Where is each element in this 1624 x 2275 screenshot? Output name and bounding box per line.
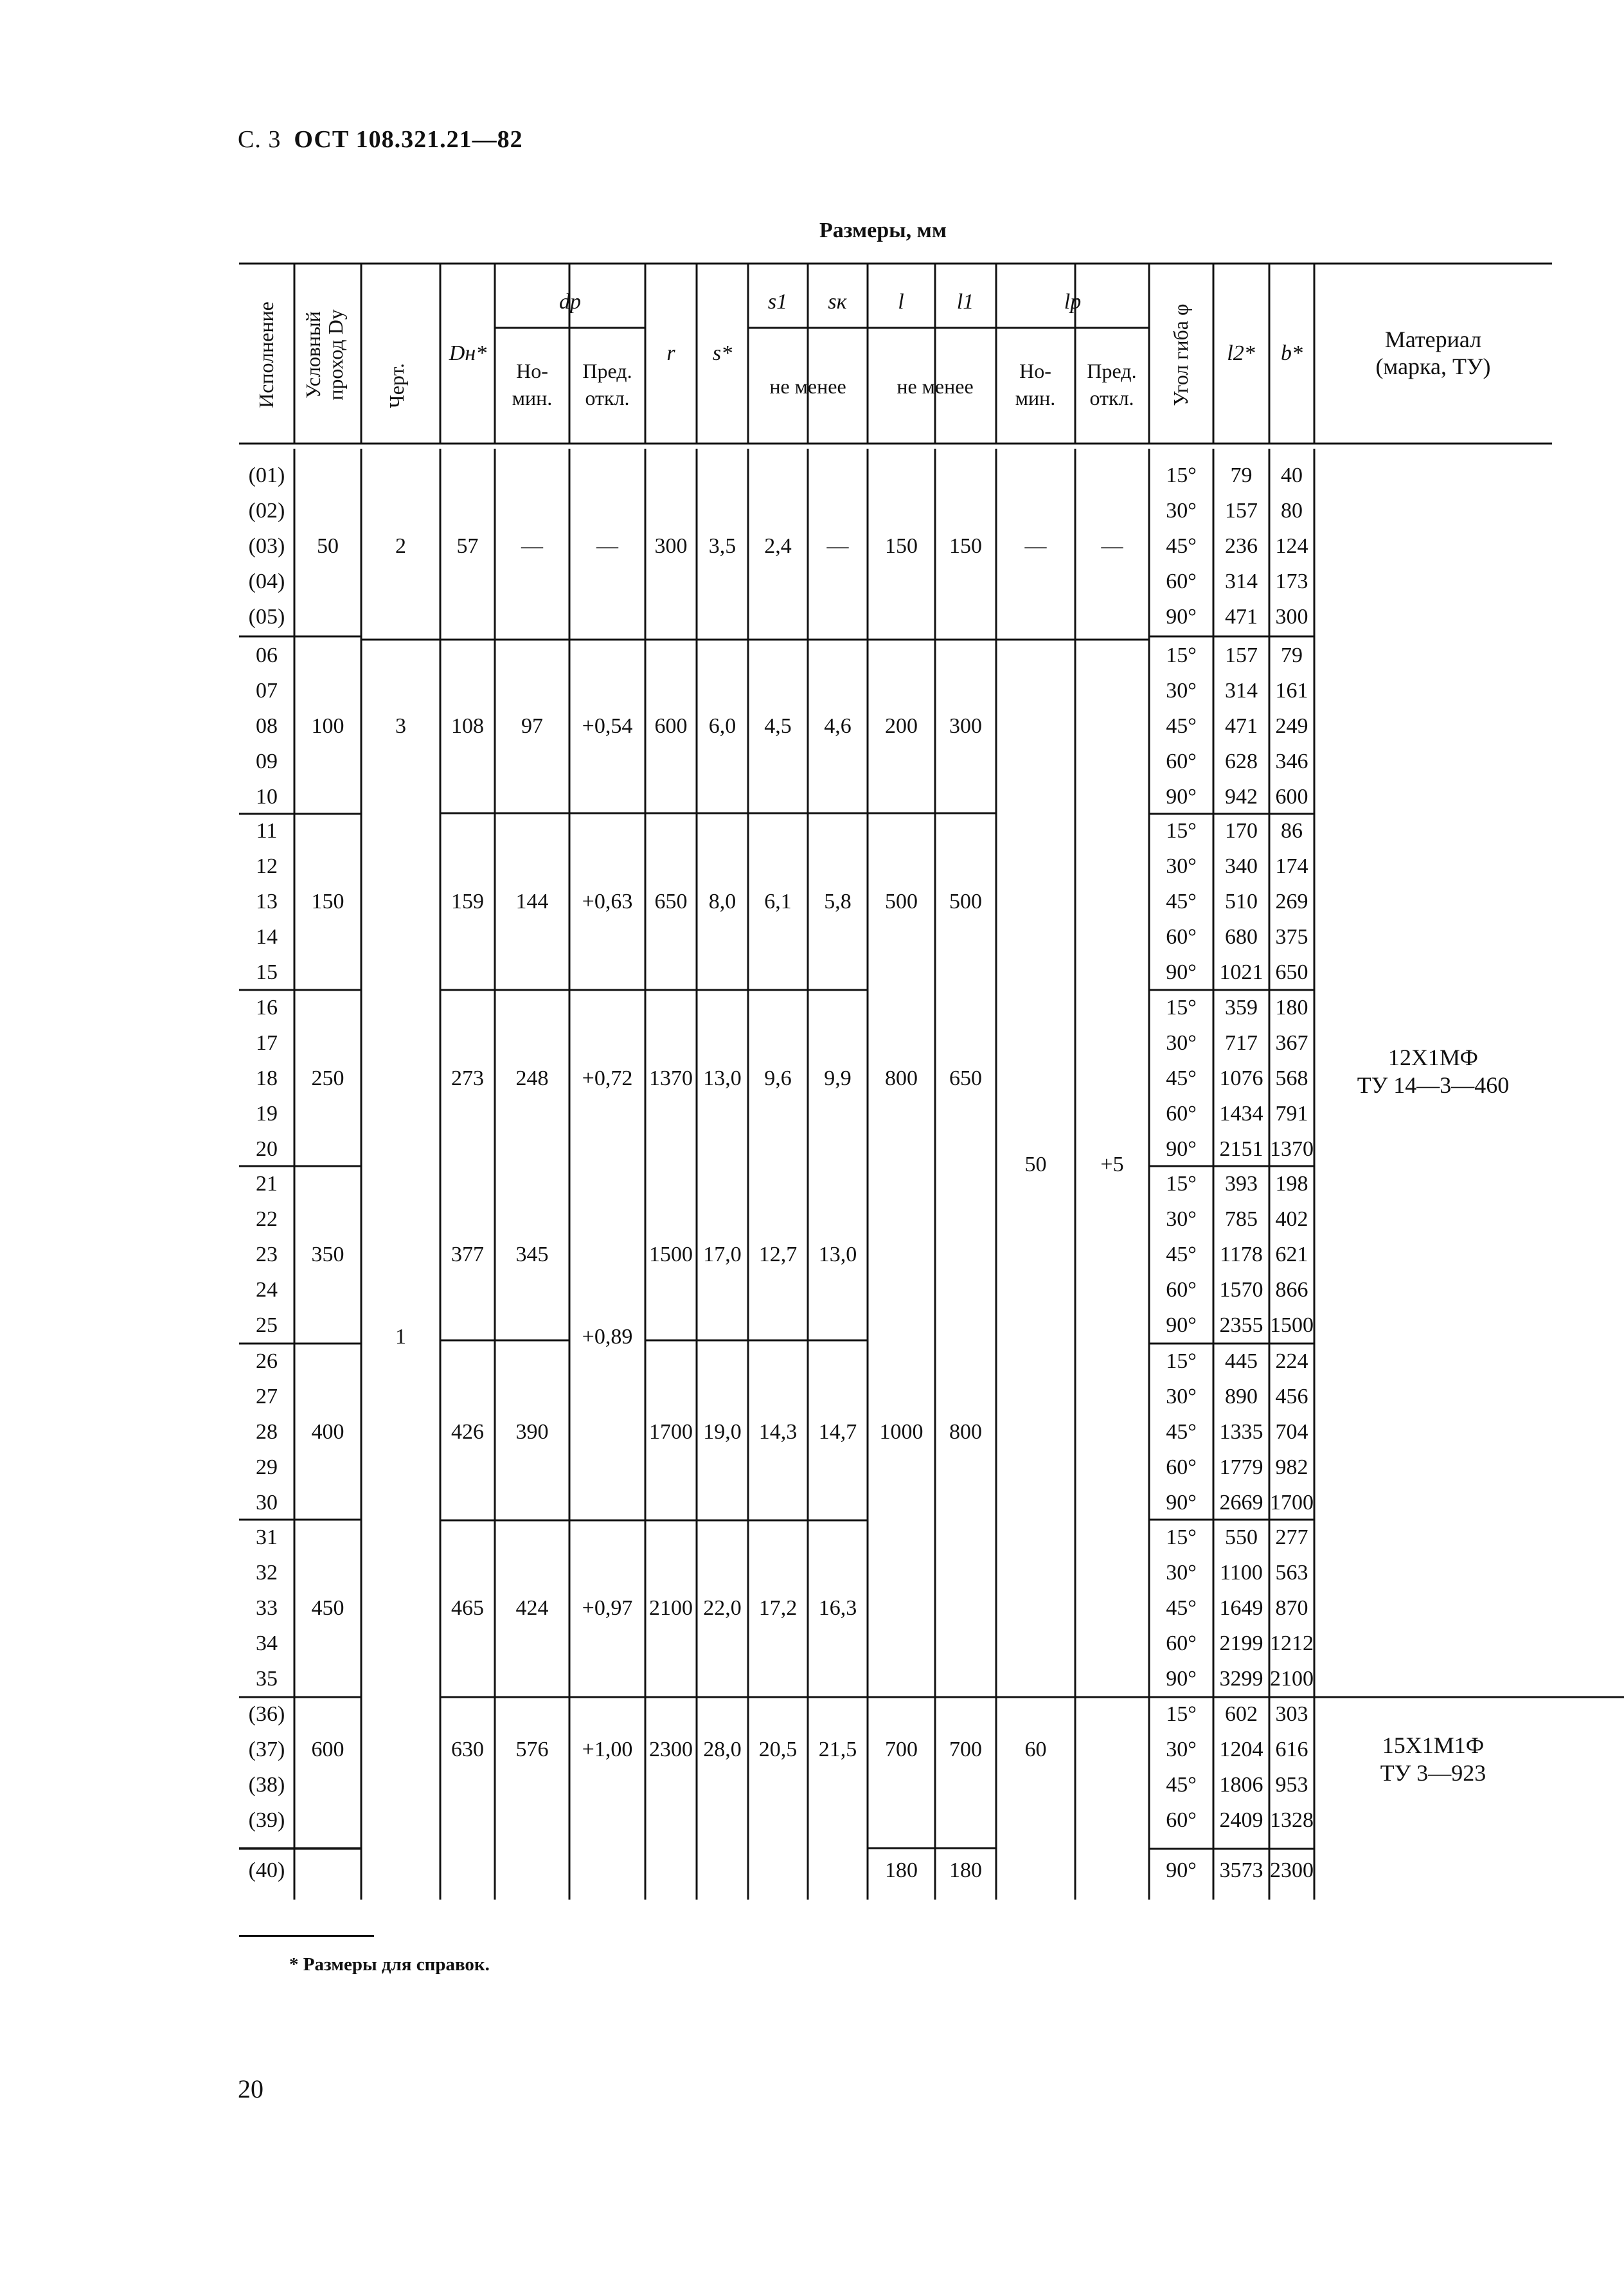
cell-l: 180 [885,1858,918,1882]
cell-r: 2100 [649,1596,693,1620]
cell-sk: 21,5 [818,1738,857,1761]
cell-l2: 1806 [1219,1773,1263,1797]
cell-b: 704 [1275,1420,1308,1444]
cell-lp-pred: — [1101,534,1123,558]
cell-l1: 700 [949,1738,982,1761]
cell-b: 161 [1275,679,1308,703]
cell-ugol: 60° [1166,1808,1197,1832]
cell-s1: 2,4 [764,534,792,558]
cell-b: 40 [1281,463,1303,487]
cell-l: 200 [885,714,918,738]
cell-b: 568 [1275,1066,1308,1090]
cell-pred: +1,00 [582,1738,633,1761]
cell-ispolnenie: 10 [256,785,278,809]
cell-ispolnenie: (04) [248,570,285,593]
cell-l2: 550 [1225,1525,1258,1549]
cell-ispolnenie: (39) [248,1808,285,1832]
cell-l2: 3573 [1219,1858,1263,1882]
cell-l2: 314 [1225,679,1258,703]
col-header-s: s* [712,341,733,365]
cell-ugol: 45° [1166,1243,1197,1266]
cell-s: 13,0 [703,1066,742,1090]
cell-ispolnenie: 34 [256,1632,278,1655]
cell-lp-nom: — [1024,534,1047,558]
page-number: 20 [238,2074,263,2103]
cell-l2: 942 [1225,785,1258,809]
col-header-lp-nom: Но- [1019,359,1051,382]
cell-l2: 1649 [1219,1596,1263,1620]
cell-ugol: 30° [1166,1031,1197,1055]
cell-b: 174 [1275,854,1308,878]
cell-dy: 450 [311,1596,344,1620]
cell-b: 1212 [1270,1632,1314,1655]
cell-sk: 16,3 [818,1596,857,1620]
cell-ugol: 90° [1166,1491,1197,1515]
cell-l2: 157 [1225,499,1258,523]
cell-s1: 4,5 [764,714,792,738]
cell-pred: +0,63 [582,890,633,913]
cell-ispolnenie: 31 [256,1525,278,1549]
cell-ispolnenie: 18 [256,1066,278,1090]
cell-b: 303 [1275,1702,1308,1726]
cell-ispolnenie: 07 [256,679,278,703]
cell-dy: 150 [311,890,344,913]
footnote: * Размеры для справок. [289,1954,490,1975]
cell-ugol: 30° [1166,854,1197,878]
cell-l2: 236 [1225,534,1258,558]
cell-b: 1328 [1270,1808,1314,1832]
cell-ispolnenie: 21 [256,1172,278,1196]
cell-ispolnenie: (40) [248,1858,285,1882]
cell-b: 600 [1275,785,1308,809]
col-header-pred-2: откл. [585,386,630,409]
cell-ugol: 30° [1166,1385,1197,1408]
col-header-nom-2: мин. [512,386,553,409]
cell-ugol: 30° [1166,1561,1197,1585]
cell-s1: 17,2 [758,1596,798,1620]
cell-l1: 500 [949,890,982,913]
cell-l2: 2409 [1219,1808,1263,1832]
col-header-s1: s1 [767,290,788,314]
cell-ispolnenie: 06 [256,643,278,667]
cell-b: 791 [1275,1102,1308,1126]
cell-l2: 314 [1225,570,1258,593]
cell-ugol: 90° [1166,960,1197,984]
cell-l2: 340 [1225,854,1258,878]
cell-sk: — [826,534,849,558]
cell-ugol: 90° [1166,605,1197,629]
cell-dy: 350 [311,1243,344,1266]
cell-ugol: 45° [1166,1596,1197,1620]
col-header-l1: l1 [956,290,974,314]
units-caption: Размеры, мм [819,219,947,242]
cell-ugol: 90° [1166,1137,1197,1161]
cell-l: 150 [885,534,918,558]
cell-ispolnenie: 17 [256,1031,278,1055]
cell-ugol: 45° [1166,714,1197,738]
cell-s: 22,0 [703,1596,742,1620]
cell-s1: 14,3 [758,1420,798,1444]
cell-l: 500 [885,890,918,913]
cell-l2: 602 [1225,1702,1258,1726]
cell-l2: 445 [1225,1349,1258,1373]
cell-sk: 9,9 [824,1066,852,1090]
cell-l2: 680 [1225,925,1258,949]
standard-number: ОСТ 108.321.21—82 [294,126,523,153]
col-header-lp-pred: Пред. [1087,359,1137,382]
cell-ispolnenie: 13 [256,890,278,913]
cell-b: 80 [1281,499,1303,523]
cell-chert: 3 [395,714,406,738]
cell-sk: 4,6 [824,714,852,738]
cell-ugol: 60° [1166,750,1197,773]
cell-ispolnenie: 22 [256,1207,278,1231]
cell-s: 6,0 [708,714,736,738]
col-header-ne-menee-2: не менее [897,375,974,398]
cell-l2: 890 [1225,1385,1258,1408]
col-header-dp: dр [559,290,581,314]
cell-sk: 5,8 [824,890,852,913]
cell-ispolnenie: 19 [256,1102,278,1126]
cell-ispolnenie: 16 [256,996,278,1020]
cell-ispolnenie: 09 [256,750,278,773]
col-header-lp-pred-2: откл. [1089,386,1134,409]
cell-ugol: 60° [1166,1278,1197,1302]
col-header-ne-menee-1: не менее [769,375,846,398]
cell-material-1: 12Х1МФ [1388,1045,1478,1070]
cell-dy: 400 [311,1420,344,1444]
cell-l2: 393 [1225,1172,1258,1196]
cell-b: 870 [1275,1596,1308,1620]
cell-l2: 3299 [1219,1667,1263,1691]
cell-l2: 2355 [1219,1313,1263,1337]
cell-ugol: 60° [1166,1102,1197,1126]
cell-ugol: 90° [1166,785,1197,809]
cell-ispolnenie: 15 [256,960,278,984]
cell-nom: 424 [515,1596,549,1620]
cell-l2: 1335 [1219,1420,1263,1444]
cell-l2: 79 [1230,463,1253,487]
cell-dn: 159 [451,890,484,913]
cell-pred: +0,72 [582,1066,633,1090]
cell-pred: +0,97 [582,1596,633,1620]
cell-ugol: 30° [1166,1738,1197,1761]
cell-ugol: 15° [1166,819,1197,843]
cell-b: 198 [1275,1172,1308,1196]
cell-ispolnenie: 30 [256,1491,278,1515]
cell-ispolnenie: 24 [256,1278,278,1302]
cell-s: 8,0 [708,890,736,913]
footnote-rule [239,1935,374,1937]
col-header-dn: Dн* [449,341,487,365]
cell-b: 1370 [1270,1137,1314,1161]
cell-l2: 1779 [1219,1455,1263,1479]
col-header-ugol: Угол гиба φ [1169,303,1192,406]
cell-s: 19,0 [703,1420,742,1444]
cell-b: 124 [1275,534,1308,558]
cell-ispolnenie: (37) [248,1738,285,1761]
col-header-dy: Условный [301,311,325,399]
cell-nom: 248 [515,1066,549,1090]
cell-ugol: 90° [1166,1858,1197,1882]
cell-ispolnenie: 35 [256,1667,278,1691]
cell-ispolnenie: 08 [256,714,278,738]
cell-b: 866 [1275,1278,1308,1302]
cell-b: 173 [1275,570,1308,593]
cell-chert-merged: 1 [395,1325,406,1349]
cell-ispolnenie: 28 [256,1420,278,1444]
cell-nom: 97 [521,714,543,738]
cell-pred: — [596,534,618,558]
cell-nom: 390 [515,1420,549,1444]
cell-b: 650 [1275,960,1308,984]
cell-b: 2100 [1270,1667,1314,1691]
cell-b: 180 [1275,996,1308,1020]
cell-ugol: 45° [1166,1420,1197,1444]
cell-ugol: 30° [1166,499,1197,523]
cell-ugol: 45° [1166,890,1197,913]
cell-nom: 345 [515,1243,549,1266]
cell-dy: 100 [311,714,344,738]
col-header-material: Материал [1384,327,1482,352]
cell-ispolnenie: 27 [256,1385,278,1408]
cell-ugol: 15° [1166,1172,1197,1196]
cell-s1: 9,6 [764,1066,792,1090]
col-header-dy-2: проход Dу [324,309,347,400]
cell-ispolnenie: 11 [256,819,278,843]
cell-l2: 717 [1225,1031,1258,1055]
cell-ispolnenie: (02) [248,499,285,523]
cell-r: 650 [654,890,688,913]
cell-b: 953 [1275,1773,1308,1797]
cell-dn: 630 [451,1738,484,1761]
cell-ugol: 90° [1166,1667,1197,1691]
cell-b: 616 [1275,1738,1308,1761]
cell-b: 402 [1275,1207,1308,1231]
cell-r: 300 [654,534,688,558]
cell-b: 982 [1275,1455,1308,1479]
cell-ugol: 45° [1166,1773,1197,1797]
cell-l2: 1178 [1220,1243,1263,1266]
cell-ispolnenie: (38) [248,1773,285,1797]
cell-ugol: 15° [1166,463,1197,487]
cell-b: 367 [1275,1031,1308,1055]
col-header-l: l [898,290,904,314]
cell-b: 79 [1281,643,1303,667]
cell-l2: 785 [1225,1207,1258,1231]
col-header-l2: l2* [1227,341,1255,365]
cell-l2: 510 [1225,890,1258,913]
cell-nom: 576 [515,1738,549,1761]
cell-material-2: 15Х1М1Ф [1382,1732,1485,1758]
cell-material-2-tu: ТУ 3—923 [1380,1760,1486,1786]
cell-l1: 150 [949,534,982,558]
col-header-b: b* [1281,341,1303,365]
col-header-lp-nom-2: мин. [1015,386,1056,409]
cell-l2: 2199 [1219,1632,1263,1655]
cell-r: 600 [654,714,688,738]
cell-l2: 471 [1225,714,1258,738]
cell-s1: 20,5 [758,1738,798,1761]
cell-dn: 57 [456,534,479,558]
cell-dn: 108 [451,714,484,738]
cell-lp-nom: 60 [1024,1738,1047,1761]
cell-sk: 13,0 [818,1243,857,1266]
col-header-isp: Исполнение [254,301,278,408]
cell-pred-merged: +0,89 [582,1325,633,1349]
cell-l: 800 [885,1066,918,1090]
cell-r: 1700 [649,1420,693,1444]
cell-b: 300 [1275,605,1308,629]
col-header-chert: Черт. [385,363,408,409]
cell-chert: 2 [395,534,406,558]
cell-b: 1700 [1270,1491,1314,1515]
cell-ugol: 45° [1166,1066,1197,1090]
cell-ispolnenie: 25 [256,1313,278,1337]
cell-s: 17,0 [703,1243,742,1266]
cell-l2: 1434 [1219,1102,1263,1126]
cell-ugol: 90° [1166,1313,1197,1337]
cell-b: 1500 [1270,1313,1314,1337]
cell-ugol: 45° [1166,534,1197,558]
cell-dy: 250 [311,1066,344,1090]
col-header-r: r [666,341,675,365]
cell-ugol: 30° [1166,679,1197,703]
cell-l: 1000 [879,1420,924,1444]
cell-ugol: 60° [1166,1455,1197,1479]
col-header-sk: sк [828,290,847,314]
col-header-nom: Но- [516,359,548,382]
cell-ugol: 15° [1166,1349,1197,1373]
cell-b: 563 [1275,1561,1308,1585]
cell-ugol: 15° [1166,996,1197,1020]
col-header-material-2: (марка, ТУ) [1375,354,1491,379]
cell-r: 1500 [649,1243,693,1266]
cell-b: 621 [1275,1243,1308,1266]
cell-ispolnenie: 26 [256,1349,278,1373]
cell-ispolnenie: (05) [248,605,285,629]
cell-b: 456 [1275,1385,1308,1408]
cell-ispolnenie: 20 [256,1137,278,1161]
cell-l1: 180 [949,1858,982,1882]
page-ref: С. 3 [238,126,281,153]
cell-ispolnenie: (36) [248,1702,285,1726]
cell-l2: 1204 [1219,1738,1263,1761]
cell-b: 346 [1275,750,1308,773]
cell-ispolnenie: 29 [256,1455,278,1479]
cell-dy: 50 [317,534,339,558]
cell-l1: 300 [949,714,982,738]
cell-l2: 170 [1225,819,1258,843]
cell-ugol: 15° [1166,1702,1197,1726]
cell-l2: 2151 [1219,1137,1263,1161]
cell-ugol: 60° [1166,925,1197,949]
cell-l: 700 [885,1738,918,1761]
cell-ugol: 15° [1166,643,1197,667]
cell-pred: +0,54 [582,714,633,738]
cell-ispolnenie: 32 [256,1561,278,1585]
cell-ispolnenie: (01) [248,463,285,487]
cell-b: 277 [1275,1525,1308,1549]
cell-b: 2300 [1270,1858,1314,1882]
cell-dn: 377 [451,1243,484,1266]
cell-ugol: 60° [1166,1632,1197,1655]
cell-ugol: 60° [1166,570,1197,593]
cell-nom: 144 [515,890,549,913]
cell-ispolnenie: 33 [256,1596,278,1620]
cell-dn: 426 [451,1420,484,1444]
cell-dy: 600 [311,1738,344,1761]
cell-b: 375 [1275,925,1308,949]
cell-ugol: 15° [1166,1525,1197,1549]
cell-material-1-tu: ТУ 14—3—460 [1357,1072,1510,1098]
cell-r: 1370 [649,1066,693,1090]
cell-l2: 1076 [1219,1066,1263,1090]
cell-lp-nom-merged: 50 [1024,1153,1047,1176]
cell-s: 28,0 [703,1738,742,1761]
cell-dn: 465 [451,1596,484,1620]
col-header-lp: lр [1064,290,1082,314]
col-header-pred: Пред. [582,359,632,382]
cell-b: 86 [1281,819,1303,843]
cell-l2: 359 [1225,996,1258,1020]
cell-nom: — [521,534,543,558]
cell-r: 2300 [649,1738,693,1761]
cell-lp-pred-merged: +5 [1100,1153,1124,1176]
cell-ispolnenie: 12 [256,854,278,878]
cell-l2: 1021 [1219,960,1263,984]
cell-dn: 273 [451,1066,484,1090]
cell-b: 269 [1275,890,1308,913]
cell-s: 3,5 [708,534,736,558]
cell-ispolnenie: (03) [248,534,285,558]
cell-b: 249 [1275,714,1308,738]
cell-l2: 157 [1225,643,1258,667]
cell-l1: 800 [949,1420,982,1444]
cell-ugol: 30° [1166,1207,1197,1231]
cell-l1: 650 [949,1066,982,1090]
cell-l2: 1100 [1220,1561,1263,1585]
cell-l2: 2669 [1219,1491,1263,1515]
cell-b: 224 [1275,1349,1308,1373]
cell-l2: 628 [1225,750,1258,773]
cell-ispolnenie: 14 [256,925,278,949]
cell-l2: 1570 [1219,1278,1263,1302]
cell-l2: 471 [1225,605,1258,629]
cell-sk: 14,7 [818,1420,857,1444]
cell-ispolnenie: 23 [256,1243,278,1266]
cell-s1: 12,7 [758,1243,798,1266]
cell-s1: 6,1 [764,890,792,913]
